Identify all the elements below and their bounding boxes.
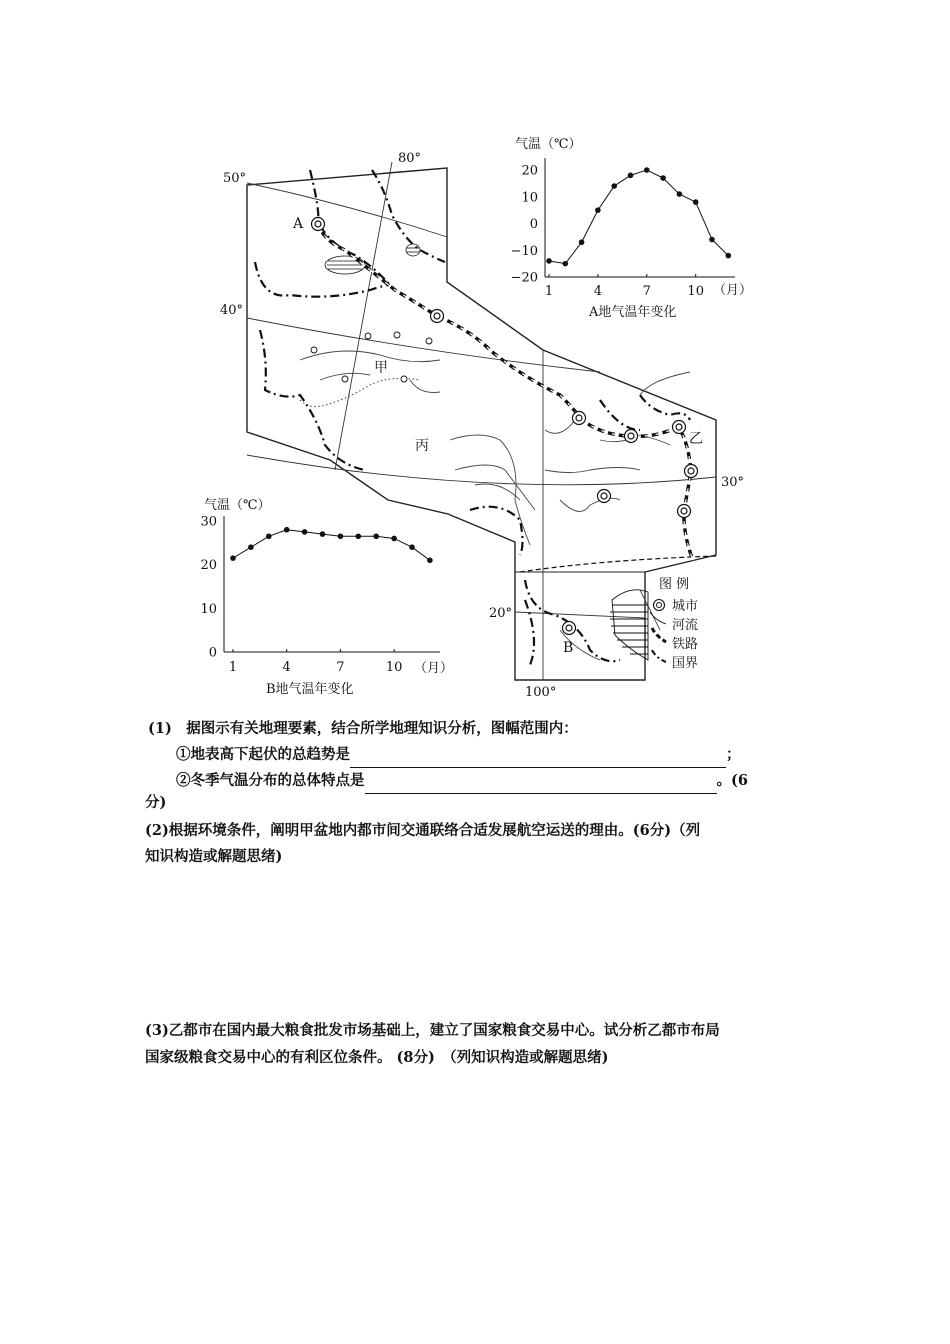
chart-b-title: B地气温年变化: [266, 682, 354, 697]
x-tick-label: 1: [228, 660, 238, 675]
question-1-item-2-text: ②冬季气温分布的总体特点是: [176, 772, 365, 789]
data-point: [628, 173, 634, 179]
city-b-icon: [563, 622, 576, 635]
data-point: [338, 533, 344, 539]
data-point: [266, 533, 272, 539]
data-point: [660, 175, 666, 181]
latitude-50-line: [247, 183, 447, 237]
city-yi-icon: [673, 421, 686, 434]
longitude-80-line: [335, 162, 392, 470]
legend-border-icon: [652, 650, 666, 662]
data-point: [611, 183, 617, 189]
question-1-item-1-text: ①地表高下起伏的总趋势是: [176, 746, 350, 763]
data-point: [373, 533, 379, 539]
legend-label: 城市: [672, 599, 699, 614]
x-tick-label: 7: [336, 660, 345, 675]
chart-a-ylabel: 气温（℃）: [515, 137, 582, 152]
question-1-item-1: [176, 742, 741, 768]
region-bing-label: 丙: [415, 438, 429, 454]
small-town-icon: [401, 376, 407, 382]
y-tick-label: −20: [510, 270, 538, 286]
y-tick-label: 0: [208, 645, 217, 661]
legend-city-icon: [654, 600, 665, 611]
y-tick-label: 20: [521, 163, 538, 179]
legend-label: 铁路: [672, 637, 699, 652]
question-2-line-2: 知识构造或解题思绪): [145, 848, 283, 865]
lat-50-label: 50°: [223, 171, 247, 186]
lon-80-label: 80°: [398, 151, 422, 166]
question-1-item-2-end: 。(6: [716, 772, 748, 789]
chart-b-ylabel: 气温（℃）: [204, 498, 271, 513]
data-point: [230, 555, 236, 561]
data-point: [693, 199, 699, 205]
city-icon: [573, 412, 586, 425]
y-tick-label: 20: [200, 558, 217, 574]
x-tick-label: 10: [687, 284, 704, 299]
x-tick-label: 10: [385, 660, 403, 675]
data-point: [409, 544, 415, 550]
y-tick-label: 10: [200, 601, 217, 617]
chart-a-xlabel: （月）: [713, 283, 753, 298]
small-town-icon: [311, 347, 317, 353]
question-3-line-2: 国家级粮食交易中心的有利区位条件。 (8分) （列知识构造或解题思绪): [145, 1049, 609, 1066]
x-tick-label: 1: [544, 284, 554, 299]
data-point: [546, 258, 552, 264]
legend-label: 国界: [672, 656, 699, 671]
small-town-icon: [342, 376, 348, 382]
chart-a-series-line: [549, 170, 728, 264]
data-point: [284, 527, 290, 533]
river-dotted: [300, 378, 420, 406]
y-tick-label: 10: [521, 190, 538, 206]
lat-20-label: 20°: [489, 606, 513, 621]
question-1-item-1-end: ；: [726, 746, 741, 763]
legend-label: 河流: [672, 618, 699, 633]
data-point: [302, 529, 308, 535]
chart-a: [505, 128, 765, 328]
x-tick-label: 7: [642, 284, 651, 299]
latitude-30-line: [247, 455, 716, 485]
chart-a-title: A地气温年变化: [589, 305, 677, 320]
city-icon: [625, 430, 638, 443]
question-3-line-1: (3)乙都市在国内最大粮食批发市场基础上，建立了国家粮食交易中心。试分析乙都市布局: [145, 1022, 720, 1039]
chart-b: [198, 490, 468, 700]
y-tick-label: 30: [200, 514, 217, 530]
city-icon: [685, 465, 698, 478]
x-tick-label: 4: [593, 284, 603, 299]
question-1-intro: (1) 据图示有关地理要素，结合所学地理知识分析，图幅范围内：: [148, 720, 578, 737]
point-b-label: B: [563, 640, 574, 656]
y-tick-label: −10: [510, 243, 538, 259]
data-point: [579, 239, 585, 245]
small-town-icon: [426, 338, 432, 344]
legend-railway-icon: [652, 628, 666, 642]
lat-40-label: 40°: [220, 303, 244, 318]
y-tick-label: 0: [529, 217, 538, 232]
city-yi-label: 乙: [689, 431, 703, 447]
data-point: [320, 531, 326, 537]
coastline-dashed: [520, 556, 716, 572]
data-point: [726, 253, 732, 259]
answer-blank-1[interactable]: [350, 751, 726, 768]
answer-blank-2[interactable]: [365, 777, 717, 794]
data-point: [563, 261, 569, 267]
chart-b-xlabel: （月）: [414, 661, 454, 676]
legend-title: 图 例: [659, 577, 690, 592]
sea-hatched: [610, 590, 648, 660]
data-point: [391, 536, 397, 542]
small-town-icon: [365, 333, 371, 339]
chart-b-series-line: [233, 530, 430, 561]
lon-100-label: 100°: [525, 685, 557, 700]
point-a-label: A: [293, 216, 304, 232]
data-point: [677, 191, 683, 197]
city-a-icon: [312, 218, 325, 231]
data-point: [595, 207, 601, 213]
data-point: [356, 533, 362, 539]
x-tick-label: 4: [282, 660, 291, 675]
data-point: [644, 167, 650, 173]
data-point: [709, 237, 715, 243]
question-1-item-2: [176, 768, 748, 794]
data-point: [248, 544, 254, 550]
city-icon: [431, 310, 444, 323]
question-2-line-1: (2)根据环境条件，阐明甲盆地内都市间交通联络合适发展航空运送的理由。(6分)（列: [145, 822, 701, 839]
city-icon: [598, 490, 611, 503]
small-town-icon: [394, 332, 400, 338]
data-point: [427, 558, 433, 564]
latitude-20-line: [515, 612, 645, 618]
city-icon: [678, 505, 691, 518]
lat-30-label: 30°: [721, 475, 745, 490]
region-jia-label: 甲: [374, 360, 388, 376]
question-1-score: 分): [145, 794, 167, 811]
